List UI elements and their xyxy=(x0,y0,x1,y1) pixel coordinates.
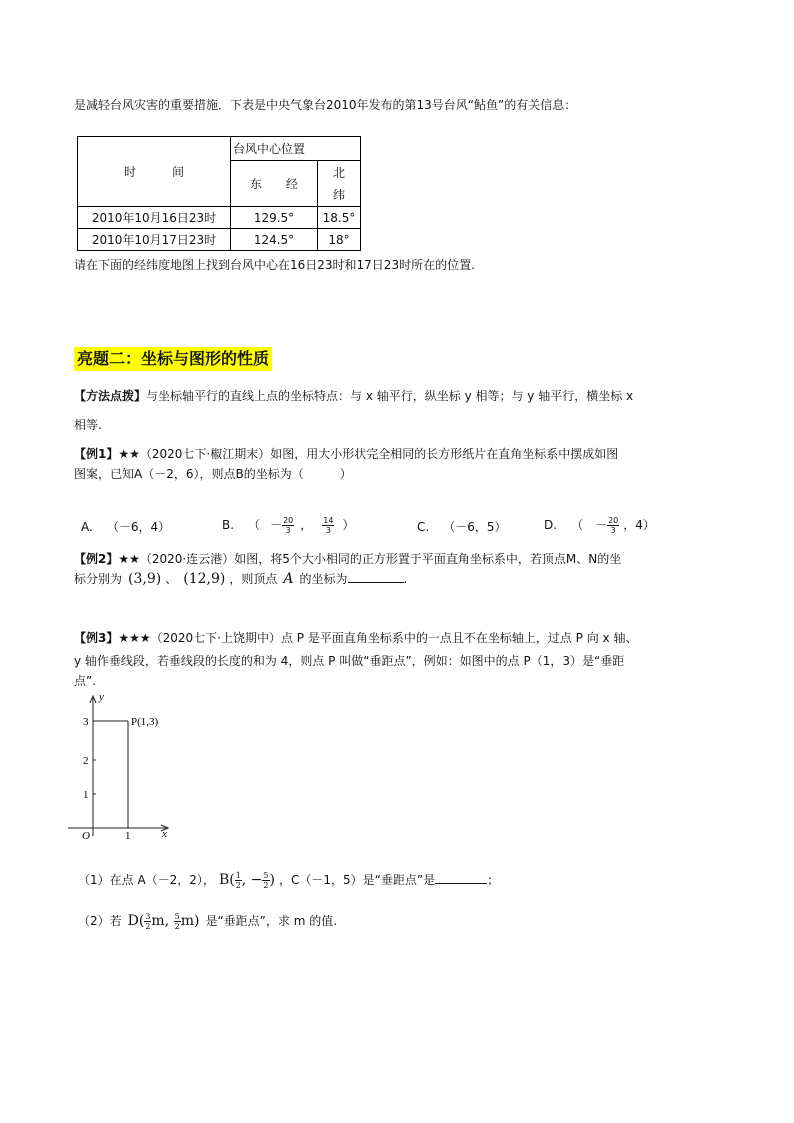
fraction: $\frac{3}{2}$ xyxy=(145,911,151,931)
fraction: $\frac{20}{3}$ xyxy=(283,516,294,535)
example3-question-1: （1）在点 A（－2，2）， B( $\frac{1}{2}$ , − $\frac{5}{2}$ ) ，C（－1，5）是“垂距点”是 ； xyxy=(78,870,500,890)
fraction: $\frac{20}{3}$ xyxy=(608,516,619,535)
example1-line-1 xyxy=(74,447,618,461)
answer-blank[interactable] xyxy=(435,883,487,884)
example2-line-2: 标分别为 (3,9) 、 (12,9) ，则顶点 A 的坐标为 . xyxy=(74,571,408,587)
table-cell-north: 18.5° xyxy=(318,207,361,229)
point-p-label: P(1,3) xyxy=(131,716,159,728)
table-header-time: 时 间 xyxy=(78,137,231,207)
point-d: D( $\frac{3}{2}$ m, $\frac{5}{2}$ m) xyxy=(127,911,200,931)
answer-blank[interactable] xyxy=(348,582,404,583)
example1-option-a: A. （－6，4） xyxy=(81,520,171,534)
point-m-coord: (3,9) xyxy=(128,571,162,587)
method-line-1 xyxy=(74,389,633,403)
coordinate-graph xyxy=(64,688,184,858)
fraction: $\frac{5}{2}$ xyxy=(263,870,269,890)
example3-line-1 xyxy=(74,631,637,645)
method-line-2: 相等. xyxy=(74,418,102,432)
intro-text: 是减轻台风灾害的重要措施．下表是中央气象台2010年发布的第13号台风“鲇鱼”的有关信息： xyxy=(74,98,577,112)
example2-text: （2020·连云港）如图，将5个大小相同的正方形置于平面直角坐标系中，若顶点M、N的坐 xyxy=(139,552,622,566)
fraction: $\frac{1}{2}$ xyxy=(235,870,241,890)
table-cell-east: 129.5° xyxy=(231,207,318,229)
example1-line-2: 图案，已知A（－2，6），则点B的坐标为（ ） xyxy=(74,467,352,481)
table-header-position: 台风中心位置 xyxy=(231,137,361,161)
point-a-label: A xyxy=(283,571,294,587)
method-label: 【方法点拨】 xyxy=(74,389,147,403)
fraction: $\frac{5}{2}$ xyxy=(174,911,180,931)
example1-option-d: D. （ － $\frac{20}{3}$ ，4） xyxy=(544,516,655,535)
example2-line-1 xyxy=(74,552,621,566)
table-header-east: 东 经 xyxy=(231,161,318,207)
table-cell-east: 124.5° xyxy=(231,229,318,251)
example1-stars: ★★ xyxy=(118,447,140,461)
y-tick-label: 1 xyxy=(83,789,89,801)
point-n-coord: (12,9) xyxy=(183,571,226,587)
example3-line-3: 点”. xyxy=(74,674,97,688)
y-tick-label: 2 xyxy=(83,755,89,767)
x-tick-label: 1 xyxy=(125,830,131,842)
table-row xyxy=(78,229,361,251)
table-cell-time: 2010年10月17日23时 xyxy=(78,229,231,251)
point-b: B( $\frac{1}{2}$ , − $\frac{5}{2}$ ) xyxy=(218,870,275,890)
example2-stars: ★★ xyxy=(118,552,140,566)
example2-label: 【例2】 xyxy=(74,552,119,566)
example1-text: （2020七下·椒江期末）如图，用大小形状完全相同的长方形纸片在直角坐标系中摆成如图 xyxy=(139,447,619,461)
fraction: $\frac{14}{3}$ xyxy=(323,516,334,535)
example1-label: 【例1】 xyxy=(74,447,119,461)
table-header-north: 北 纬 xyxy=(318,161,361,207)
table-cell-north: 18° xyxy=(318,229,361,251)
table-cell-time: 2010年10月16日23时 xyxy=(78,207,231,229)
section-title: 亮题二：坐标与图形的性质 xyxy=(74,347,272,371)
example3-text: （2020七下·上饶期中）点 P 是平面直角坐标系中的一点且不在坐标轴上，过点 P 向 x 轴、 xyxy=(150,631,638,645)
y-axis-label: y xyxy=(99,691,104,703)
example3-question-2: （2）若 D( $\frac{3}{2}$ m, $\frac{5}{2}$ m) 是“垂距点”，求 m 的值. xyxy=(78,911,338,931)
origin-label: O xyxy=(82,830,90,842)
example1-option-c: C. （－6，5） xyxy=(417,520,507,534)
example3-line-2: y 轴作垂线段，若垂线段的长度的和为 4，则点 P 叫做“垂距点”，例如：如图中的点 P（1，3）是“垂距 xyxy=(74,654,625,668)
after-table-text: 请在下面的经纬度地图上找到台风中心在16日23时和17日23时所在的位置. xyxy=(74,258,475,272)
table-row xyxy=(78,207,361,229)
example3-label: 【例3】 xyxy=(74,631,119,645)
method-text: 与坐标轴平行的直线上点的坐标特点：与 x 轴平行，纵坐标 y 相等；与 y 轴平行，横坐标 x xyxy=(146,389,634,403)
typhoon-table xyxy=(77,136,361,251)
x-axis-label: x xyxy=(162,828,167,840)
y-tick-label: 3 xyxy=(83,716,89,728)
example1-option-b: B. （ － $\frac{20}{3}$ ， $\frac{14}{3}$ ） xyxy=(222,516,355,535)
example3-stars: ★★★ xyxy=(118,631,151,645)
